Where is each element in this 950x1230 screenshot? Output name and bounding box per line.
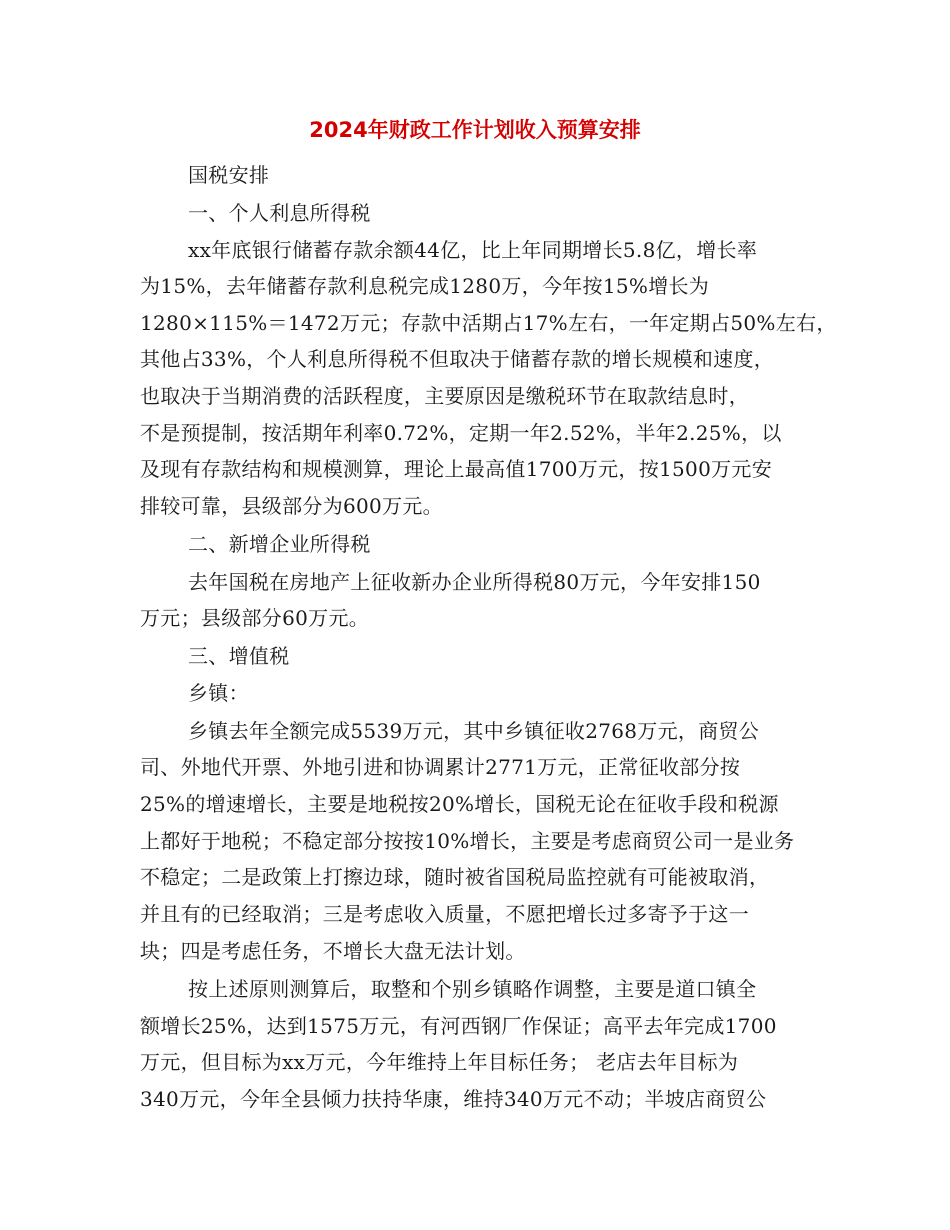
paragraph-line: 并且有的已经取消；三是考虑收入质量，不愿把增长过多寄予于这一 (140, 902, 749, 926)
paragraph-line: 不稳定；二是政策上打擦边球，随时被省国税局监控就有可能被取消， (140, 865, 770, 889)
paragraph-line: 其他占33%，个人利息所得税不但取决于储蓄存款的增长规模和速度， (140, 347, 775, 371)
section-heading-interest-tax: 一、个人利息所得税 (188, 201, 371, 225)
paragraph-line: 块；四是考虑任务，不增长大盘无法计划。 (140, 939, 526, 963)
paragraph-line: 25%的增速增长，主要是地税按20%增长，国税无论在征收手段和税源 (140, 792, 779, 816)
paragraph-line: 去年国税在房地产上征收新办企业所得税80万元，今年安排150 (188, 570, 761, 594)
paragraph-line: 司、外地代开票、外地引进和协调累计2771万元，正常征收部分按 (140, 755, 741, 779)
paragraph-line: xx年底银行储蓄存款余额44亿，比上年同期增长5.8亿，增长率 (188, 238, 758, 262)
section-heading-national-tax: 国税安排 (188, 163, 270, 187)
paragraph-line: 万元，但目标为xx万元，今年维持上年目标任务； 老店去年目标为 (140, 1050, 739, 1074)
paragraph-line: 为15%，去年储蓄存款利息税完成1280万，今年按15%增长为 (140, 274, 710, 298)
paragraph-line: 不是预提制，按活期年利率0.72%，定期一年2.52%，半年2.25%，以 (140, 421, 782, 445)
paragraph-line: 乡镇去年全额完成5539万元，其中乡镇征收2768万元，商贸公 (188, 719, 760, 743)
paragraph-line: 及现有存款结构和规模测算，理论上最高值1700万元，按1500万元安 (140, 457, 772, 481)
paragraph-line: 排较可靠，县级部分为600万元。 (140, 494, 443, 518)
section-heading-vat: 三、增值税 (188, 644, 290, 668)
document-title: 2024年财政工作计划收入预算安排 (309, 118, 641, 142)
paragraph-line: 额增长25%，达到1575万元，有河西钢厂作保证；高平去年完成1700 (140, 1014, 777, 1038)
paragraph-line: 也取决于当期消费的活跃程度，主要原因是缴税环节在取款结息时， (140, 384, 749, 408)
paragraph-line: 340万元，今年全县倾力扶持华康，维持340万元不动；半坡店商贸公 (140, 1087, 767, 1111)
paragraph-line: 按上述原则测算后，取整和个别乡镇略作调整，主要是道口镇全 (188, 977, 757, 1001)
paragraph-line: 1280×115%＝1472万元；存款中活期占17%左右，一年定期占50%左右， (140, 311, 837, 335)
paragraph-line: 万元；县级部分60万元。 (140, 606, 370, 630)
section-heading-enterprise-tax: 二、新增企业所得税 (188, 532, 371, 556)
paragraph-line: 上都好于地税；不稳定部分按按10%增长，主要是考虑商贸公司一是业务 (140, 829, 795, 853)
subheading-township: 乡镇： (188, 681, 249, 705)
